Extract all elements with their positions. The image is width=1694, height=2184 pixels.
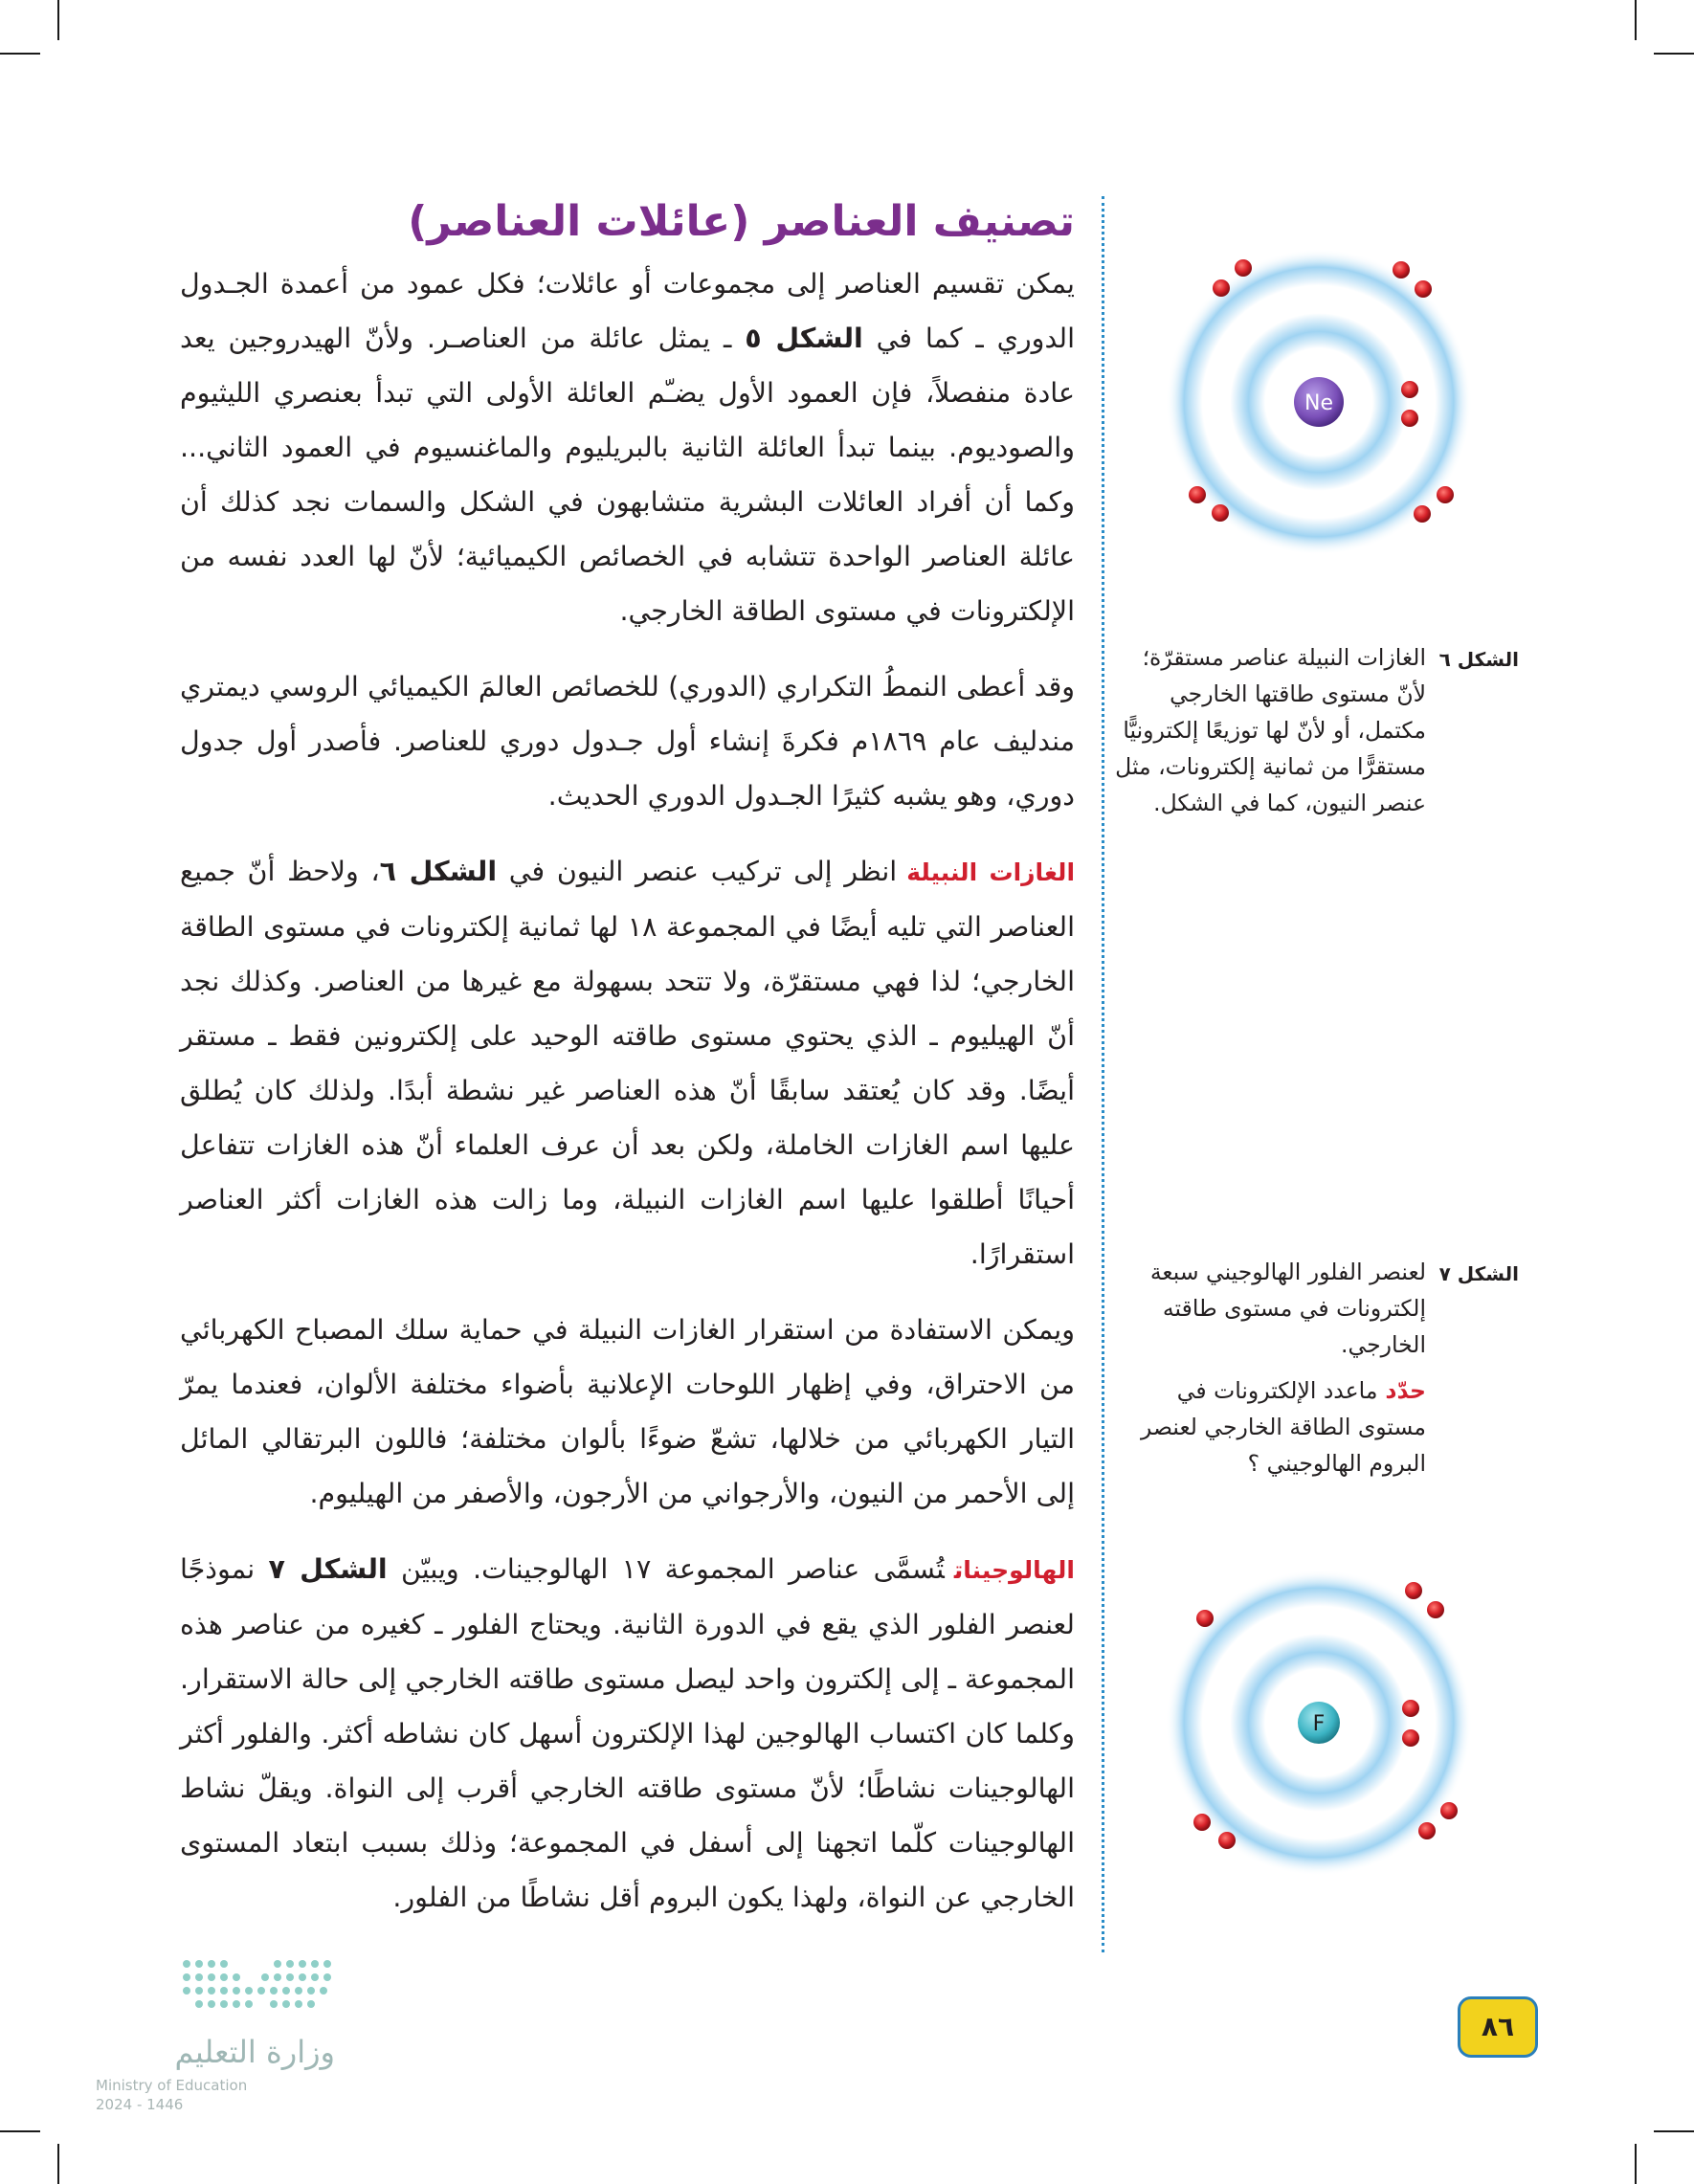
section-lead-halogens: الهالوجينات bbox=[953, 1556, 1076, 1584]
crop-mark bbox=[1635, 0, 1637, 40]
paragraph-noble-gases bbox=[180, 844, 1075, 1281]
crop-mark bbox=[0, 53, 40, 55]
electron bbox=[1427, 1601, 1444, 1618]
electron bbox=[1189, 486, 1206, 503]
electron bbox=[1415, 280, 1432, 298]
electron bbox=[1405, 1582, 1422, 1599]
electron bbox=[1418, 1822, 1436, 1839]
nucleus-symbol: F bbox=[1312, 1712, 1326, 1736]
ministry-name-ar: وزارة التعليم bbox=[174, 2034, 335, 2070]
crop-mark bbox=[0, 2130, 40, 2132]
figure-6-caption-text: الغازات النبيلة عناصر مستقرّة؛ لأنّ مستوى طاقتها الخارجي مكتمل، أو لأنّ لها توزيعًا إلكترونيًّا مستقرًّا من ثمانية إلكترونات، مثل عنصر النيون، كما في الشكل. bbox=[1115, 644, 1426, 816]
column-divider bbox=[1102, 196, 1104, 1952]
question-label: حدّد bbox=[1385, 1377, 1426, 1404]
figure-reference: الشكل ٦ bbox=[379, 856, 498, 887]
question-text: ماعدد الإلكترونات في مستوى الطاقة الخارجي لعنصر البروم الهالوجيني ؟ bbox=[1141, 1377, 1426, 1477]
section-lead-noble-gases: الغازات النبيلة bbox=[906, 858, 1076, 886]
electron bbox=[1212, 504, 1229, 522]
figure-6-caption bbox=[1115, 639, 1519, 821]
electron bbox=[1402, 1729, 1419, 1747]
electron bbox=[1193, 1814, 1211, 1831]
fluorine-atom-diagram bbox=[1166, 1570, 1472, 1876]
crop-mark bbox=[1654, 53, 1694, 55]
page-number: ٨٦ bbox=[1458, 1996, 1538, 2058]
figure-7-caption bbox=[1115, 1254, 1519, 1482]
crop-mark bbox=[1635, 2144, 1637, 2184]
paragraph-families bbox=[180, 256, 1075, 638]
main-column bbox=[180, 191, 1075, 1946]
text-run: ، ولاحظ أنّ جميع العناصر التي تليه أيضًا في المجموعة ١٨ لها ثمانية إلكترونات في مستوى الطاقة الخارجي؛ لذا فهي مستقرّة، ولا تتحد بسهولة مع غيرها من العناصر. وكذلك نجد أنّ الهيليوم ـ الذي يحتوي مستوى طاقته الوحيد على إلكترونين فقط ـ مستقر أيضًا. وقد كان يُعتقد سابقًا أنّ هذه العناصر غير نشطة أبدًا. ولذلك كان يُطلق عليها اسم الغازات الخاملة، ولكن بعد أن عرف العلماء أنّ هذه الغازات تتفاعل أحيانًا أطلقوا عليها اسم الغازات النبيلة، وما زالت هذه الغازات أكثر العناصر استقرارًا. bbox=[180, 856, 1076, 1270]
paragraph-mendeleev: وقد أعطى النمطُ التكراري (الدوري) للخصائص العالمَ الكيميائي الروسي ديمتري مندليف عام ١٨٦٩م فكرةَ إنشاء أول جـدول دوري للعناصر. فأصدر أول جدول دوري، وهو يشبه كثيرًا الجـدول الدوري الحديث. bbox=[180, 671, 1075, 812]
electron bbox=[1401, 381, 1418, 398]
paragraph-halogens bbox=[180, 1542, 1075, 1925]
nucleus-symbol: Ne bbox=[1304, 391, 1333, 415]
text-run: انظر إلى تركيب عنصر النيون في bbox=[497, 856, 898, 887]
text-run: نموذجًا لعنصر الفلور الذي يقع في الدورة الثانية. ويحتاج الفلور ـ كغيره من عناصر هذه المجموعة ـ إلى إلكترون واحد ليصل مستوى طاقته الخارجي إلى حالة الاستقرار. وكلما كان اكتساب الهالوجين لهذا الإلكترون أسهل كان نشاطه أكثر. والفلور أكثر الهالوجينات نشاطًا؛ لأنّ مستوى طاقته الخارجي أقرب إلى النواة. ويقلّ نشاط الهالوجينات كلّما اتجهنا إلى أسفل في المجموعة؛ وذلك بسبب ابتعاد المستوى الخارجي عن النواة، ولهذا يكون البروم أقل نشاطًا من الفلور. bbox=[180, 1553, 1075, 1913]
page-title: تصنيف العناصر (عائلات العناصر) bbox=[408, 197, 1075, 246]
figure-7-caption-text: لعنصر الفلور الهالوجيني سبعة إلكترونات في مستوى طاقته الخارجي. bbox=[1149, 1259, 1426, 1358]
electron bbox=[1440, 1802, 1458, 1819]
figure-7-question bbox=[1115, 1372, 1426, 1482]
crop-mark bbox=[57, 2144, 59, 2184]
text-run: ـ يمثل عائلة من العناصـر. ولأنّ الهيدروجين يعد عادة منفصلاً، فإن العمود الأول يضـّم العائلة الأولى التي تبدأ بعنصري الليثيوم والصوديوم. بينما تبدأ العائلة الثانية بالبريليوم والماغنسيوم في العمود الثاني... وكما أن أفراد العائلات البشرية متشابهون في الشكل والسمات نجد كذلك أن عائلة العناصر الواحدة تتشابه في الخصائص الكيميائية؛ لأنّ لها العدد نفسه من الإلكترونات في مستوى الطاقة الخارجي. bbox=[180, 323, 1075, 627]
neon-atom-diagram bbox=[1166, 249, 1472, 555]
crop-mark bbox=[1654, 2130, 1694, 2132]
ministry-name-en: Ministry of Education bbox=[96, 2077, 248, 2094]
electron bbox=[1196, 1610, 1214, 1627]
electron bbox=[1213, 279, 1230, 297]
ministry-logo bbox=[96, 1952, 354, 2115]
electron bbox=[1401, 410, 1418, 427]
electron bbox=[1393, 261, 1410, 279]
electron bbox=[1218, 1832, 1236, 1849]
edition-year: 2024 - 1446 bbox=[96, 2096, 184, 2113]
text-run: يمكن تقسيم العناصر إلى مجموعات أو عائلات؛ فكل عمود من أعمدة الجـدول الدوري ـ كما في bbox=[180, 268, 1076, 354]
text-run: تُسمَّى عناصر المجموعة ١٧ الهالوجينات. ويبيّن bbox=[387, 1553, 945, 1585]
ministry-dots-icon bbox=[96, 1952, 354, 2029]
electron bbox=[1437, 486, 1454, 503]
figure-6-label: الشكل ٦ bbox=[1438, 648, 1519, 671]
figure-reference: الشكل ٧ bbox=[268, 1553, 388, 1585]
figure-reference: الشكل ٥ bbox=[745, 323, 863, 354]
electron bbox=[1414, 505, 1431, 523]
paragraph-noble-gas-uses: ويمكن الاستفادة من استقرار الغازات النبيلة في حماية سلك المصباح الكهربائي من الاحتراق، وفي إظهار اللوحات الإعلانية بأضواء مختلفة الألوان، فعندما يمرّ التيار الكهربائي من خلالها، تشعّ ضوءًا بألوان مختلفة؛ فاللون البرتقالي المائل إلى الأحمر من النيون، والأرجواني من الأرجون، والأصفر من الهيليوم. bbox=[180, 1314, 1075, 1509]
electron bbox=[1402, 1700, 1419, 1717]
figure-7-label: الشكل ٧ bbox=[1438, 1262, 1519, 1285]
electron bbox=[1235, 259, 1252, 277]
crop-mark bbox=[57, 0, 59, 40]
